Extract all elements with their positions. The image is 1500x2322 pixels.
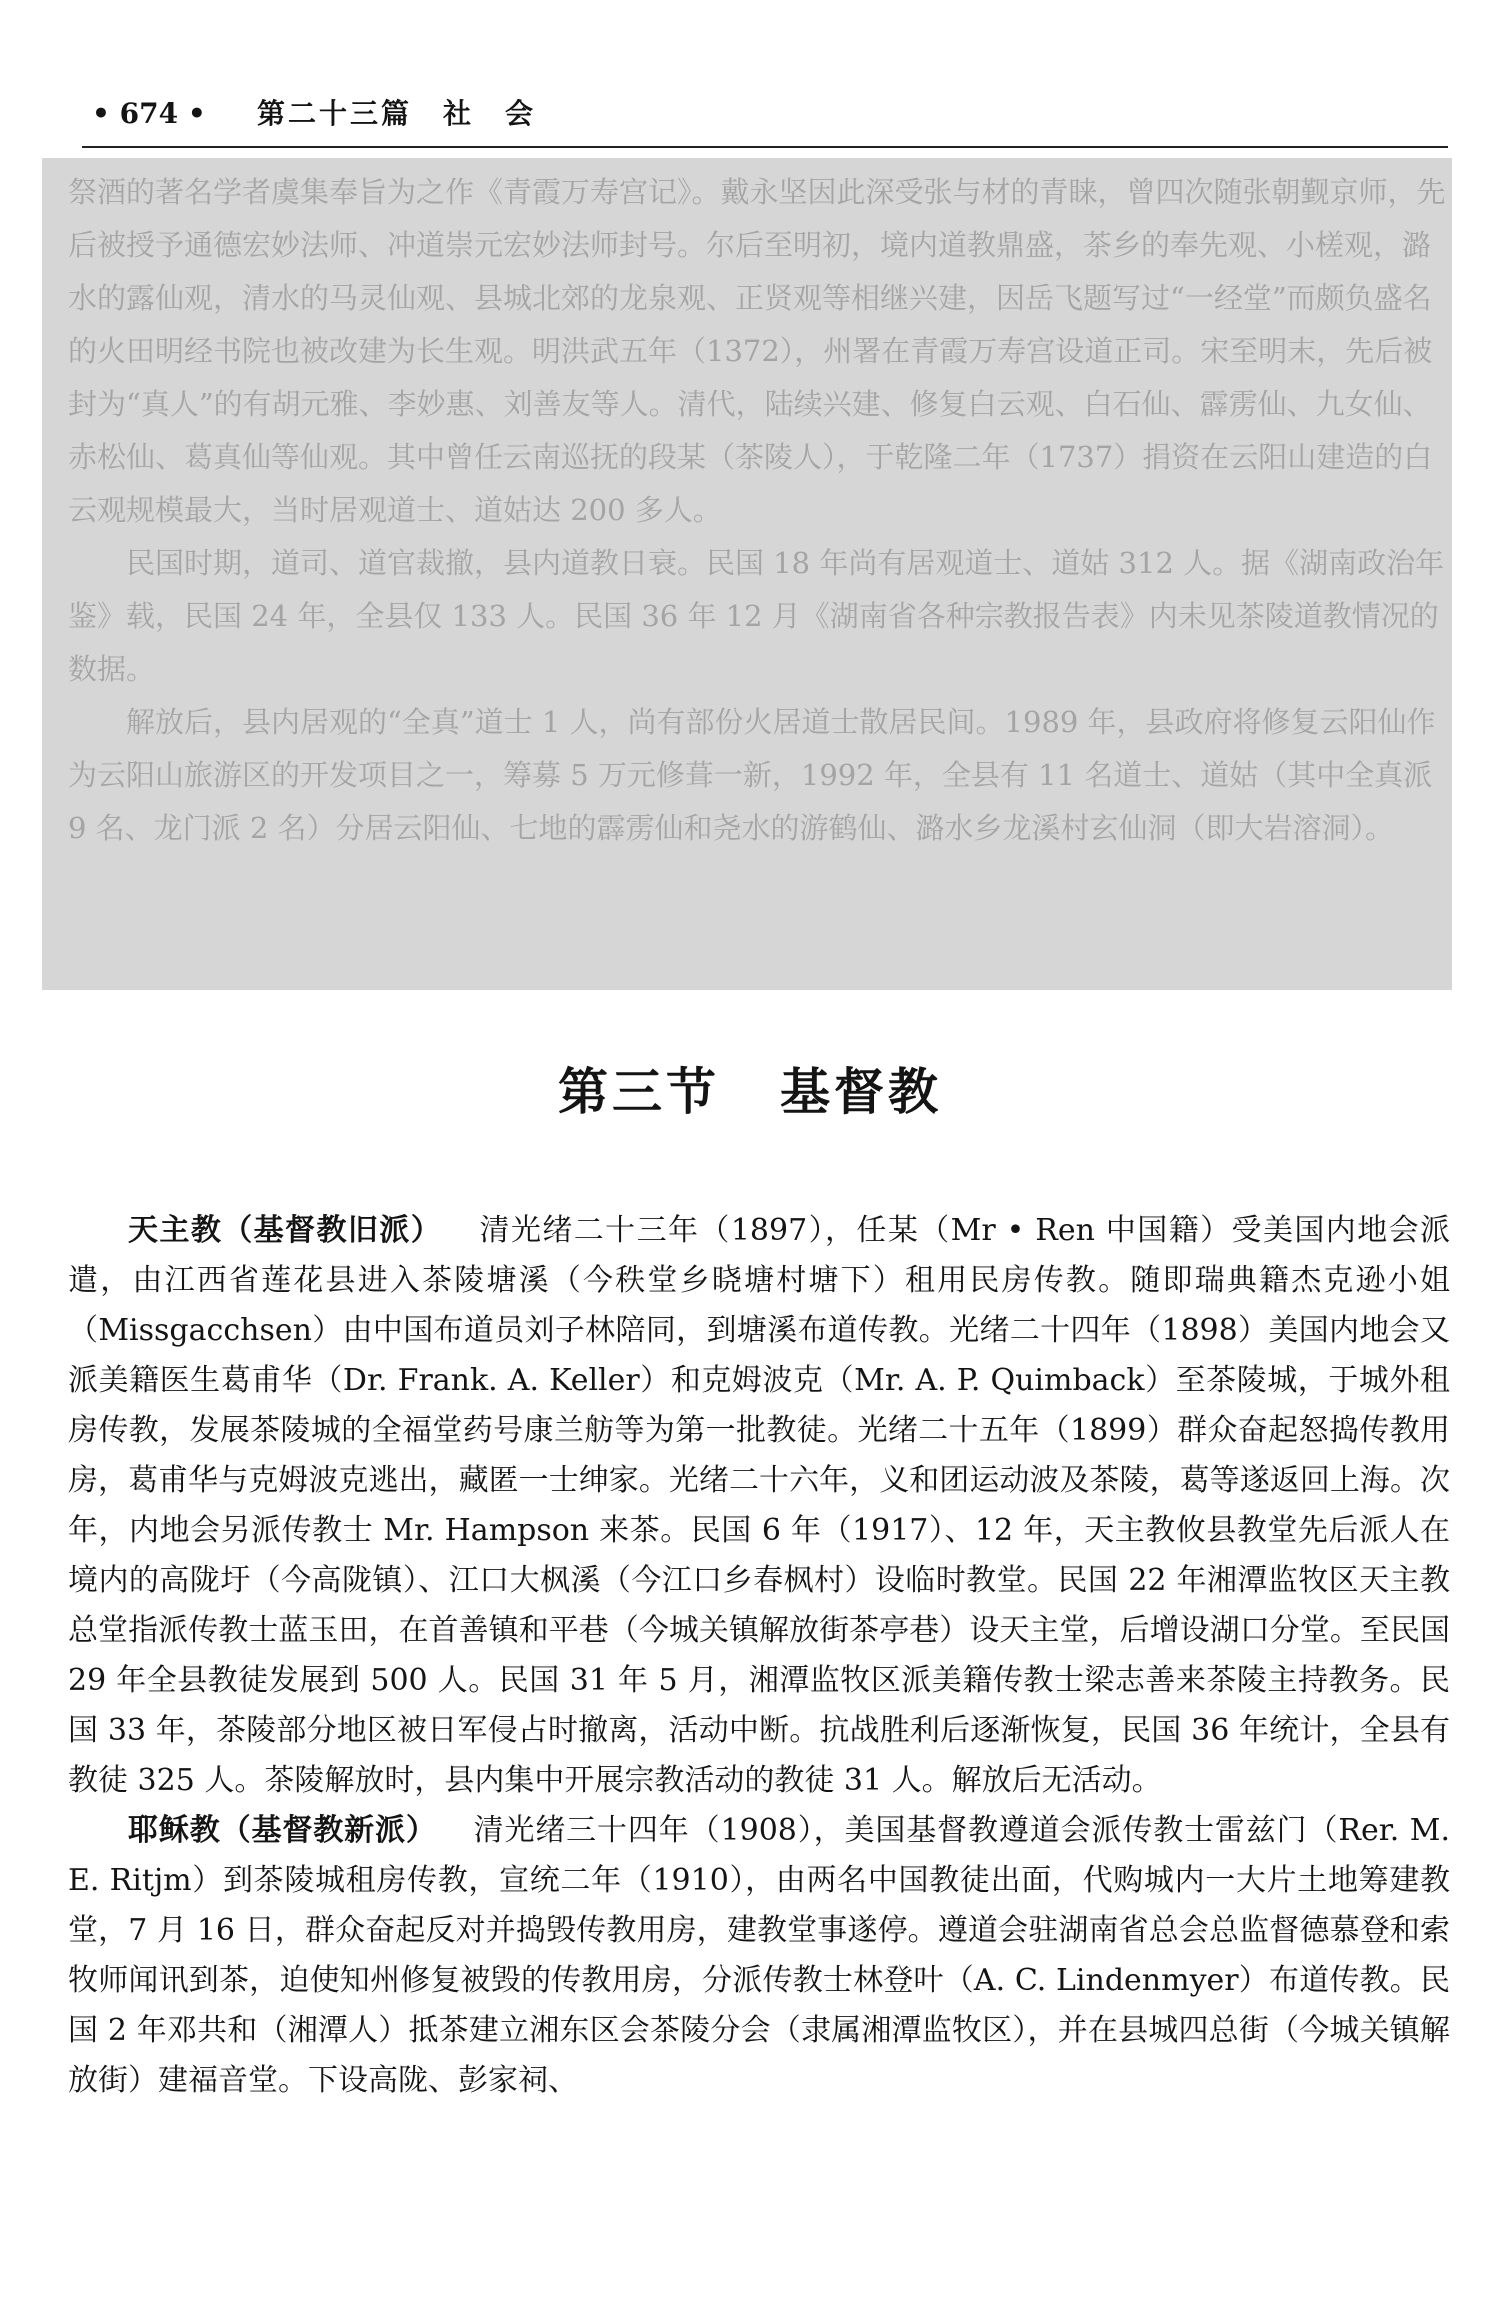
previous-paragraph: 祭酒的著名学者虞集奉旨为之作《青霞万寿宫记》。戴永坚因此深受张与材的青睐，曾四次随张朝觐京师，先后被授予通德宏妙法师、冲道崇元宏妙法师封号。尔后至明初，境内道教鼎盛，茶乡的奉先观、小槎观，潞水的露仙观，清水的马灵仙观、县城北郊的龙泉观、正贤观等相继兴建，因岳飞题写过“一经堂”而颇负盛名的火田明经书院也被改建为长生观。明洪武五年（1372），州署在青霞万寿宫设道正司。宋至明末，先后被封为“真人”的有胡元雅、李妙惠、刘善友等人。清代，陆续兴建、修复白云观、白石仙、霹雳仙、九女仙、赤松仙、葛真仙等仙观。其中曾任云南巡抚的段某（茶陵人），于乾隆二年（1737）捐资在云阳山建造的白云观规模最大，当时居观道士、道姑达 200 多人。 [68, 175, 1446, 527]
entry-paragraph [68, 1206, 1450, 1806]
entry-paragraph [68, 1806, 1450, 2106]
chapter-title: 第二十三篇 社 会 [257, 97, 537, 130]
section-title: 基督教 [780, 1063, 942, 1121]
previous-paragraph: 民国时期，道司、道官裁撤，县内道教日衰。民国 18 年尚有居观道士、道姑 312 人。据《湖南政治年鉴》载，民国 24 年，全县仅 133 人。民国 36 年 12 月《湖南省各种宗教报告表》内未见茶陵道教情况的数据。 [68, 546, 1445, 686]
section-heading [0, 1052, 1500, 1124]
page-number: • 674 • [92, 97, 206, 130]
entry-lead-term: 耶稣教（基督教新派） [128, 1813, 437, 1848]
section-body [68, 1206, 1450, 2106]
section-number: 第三节 [558, 1063, 720, 1121]
entry-text: 清光绪二十三年（1897），任某（Mr • Ren 中国籍）受美国内地会派遣，由江西省莲花县进入茶陵塘溪（今秩堂乡晓塘村塘下）租用民房传教。随即瑞典籍杰克逊小姐（Missgacchsen）由中国布道员刘子林陪同，到塘溪布道传教。光绪二十四年（1898）美国内地会又派美籍医生葛甫华（Dr. Frank. A. Keller）和克姆波克（Mr. A. P. Quimback）至茶陵城，于城外租房传教，发展茶陵城的全福堂药号康兰舫等为第一批教徒。光绪二十五年（1899）群众奋起怒捣传教用房，葛甫华与克姆波克逃出，藏匿一士绅家。光绪二十六年，义和团运动波及茶陵，葛等遂返回上海。次年，内地会另派传教士 Mr. Hampson 来茶。民国 6 年（1917）、12 年，天主教攸县教堂先后派人在境内的高陇圩（今高陇镇）、江口大枫溪（今江口乡春枫村）设临时教堂。民国 22 年湘潭监牧区天主教总堂指派传教士蓝玉田，在首善镇和平巷（今城关镇解放街茶亭巷）设天主堂，后增设湖口分堂。至民国 29 年全县教徒发展到 500 人。民国 31 年 5 月，湘潭监牧区派美籍传教士梁志善来茶陵主持教务。民国 33 年，茶陵部分地区被日军侵占时撤离，活动中断。抗战胜利后逐渐恢复，民国 36 年统计，全县有教徒 325 人。茶陵解放时，县内集中开展宗教活动的教徒 31 人。解放后无活动。 [68, 1213, 1451, 1798]
previous-section-text [68, 166, 1448, 855]
header-rule [82, 146, 1448, 148]
running-header [82, 90, 1448, 138]
entry-text: 清光绪三十四年（1908），美国基督教遵道会派传教士雷兹门（Rer. M. E. Ritjm）到茶陵城租房传教，宣统二年（1910），由两名中国教徒出面，代购城内一大片土地筹建教堂，7 月 16 日，群众奋起反对并捣毁传教用房，建教堂事遂停。遵道会驻湖南省总会总监督德慕登和索牧师闻讯到茶，迫使知州修复被毁的传教用房，分派传教士林登叶（A. C. Lindenmyer）布道传教。民国 2 年邓共和（湘潭人）抵茶建立湘东区会茶陵分会（隶属湘潭监牧区），并在县城四总街（今城关镇解放街）建福音堂。下设高陇、彭家祠、 [68, 1813, 1450, 2098]
previous-paragraph: 解放后，县内居观的“全真”道士 1 人，尚有部份火居道士散居民间。1989 年，县政府将修复云阳仙作为云阳山旅游区的开发项目之一，筹募 5 万元修葺一新，1992 年，全县有 11 名道士、道姑（其中全真派 9 名、龙门派 2 名）分居云阳仙、七地的霹雳仙和尧水的游鹤仙、潞水乡龙溪村玄仙洞（即大岩溶洞）。 [68, 705, 1436, 845]
entry-lead-term: 天主教（基督教旧派） [128, 1213, 443, 1248]
